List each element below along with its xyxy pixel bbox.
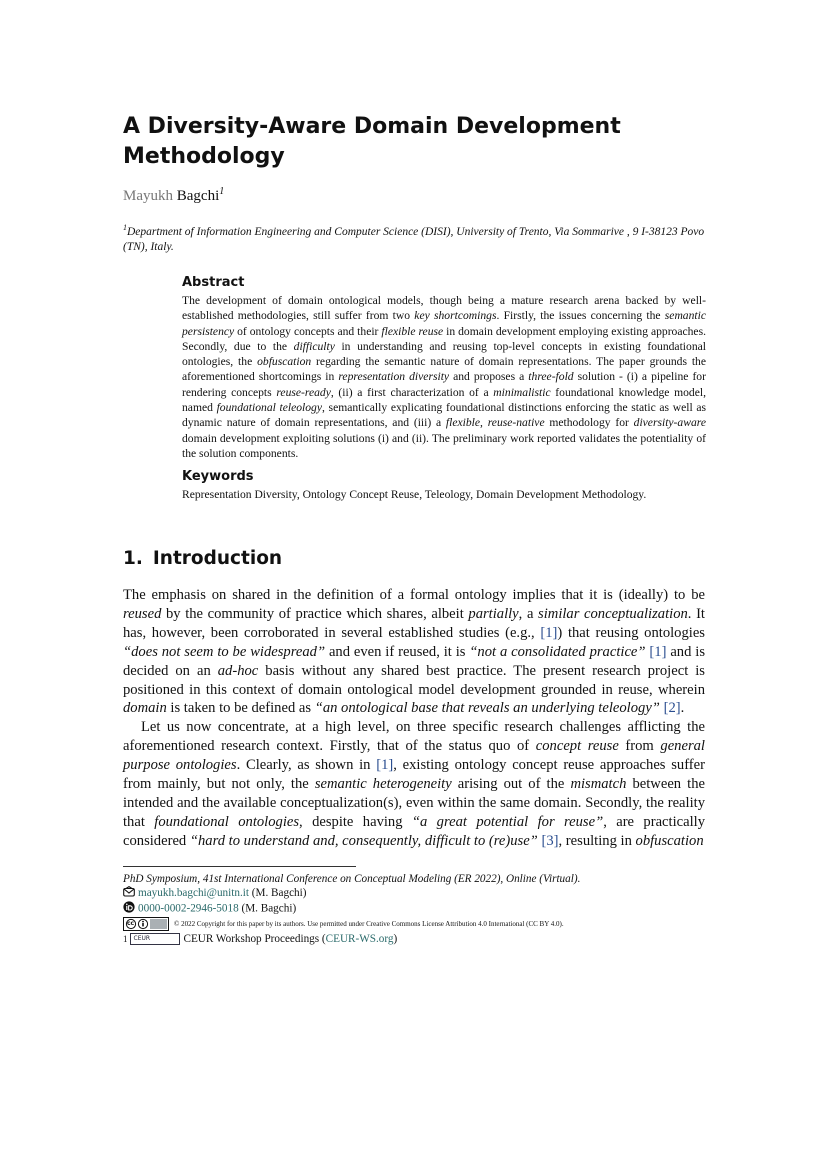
citation-link[interactable]: [1] (376, 757, 394, 774)
author-first-name: Mayukh (123, 188, 173, 204)
affiliation (123, 220, 713, 255)
author-last-name: Bagchi (176, 188, 220, 204)
section-title: Introduction (152, 548, 283, 569)
citation-link[interactable]: [1] (540, 624, 558, 641)
license-text: © 2022 Copyright for this paper by its authors. Use permitted under Creative Commons License Attribution 4.0 International (CC BY 4.0). (174, 920, 564, 928)
footnote-rule (123, 866, 356, 867)
intro-paragraph-1: The emphasis on shared in the definition of a formal ontology implies that it is (ideally) to be reused by the community of practice which shares, albeit partially, a similar conceptualization. It has, however, been corroborated in several established studies (e.g., [1]) that reusing ontologies “does not seem to be widespread” and even if reused, it is “not a consolidated practice” [1] and is decided on an ad-hoc basis without any shared best practice. The present research project is positioned in this context of domain ontological model development grounded in reuse, wherein domain is taken to be defined as “an ontological base that reveals an underlying teleology” [2]. (123, 587, 705, 717)
abstract-heading: Abstract (182, 275, 245, 290)
cc-by-license-icon: cc (123, 917, 169, 931)
footnote-license (123, 917, 564, 931)
keywords-heading: Keywords (182, 469, 254, 484)
paper-title: A Diversity-Aware Domain Development Methodology (123, 114, 621, 169)
ceur-logo-icon: CEUR (130, 933, 180, 945)
citation-link[interactable]: [1] (649, 643, 667, 660)
affiliation-marker: 1 (123, 223, 127, 232)
affiliation-text: Department of Information Engineering and Computer Science (DISI), University of Trento, Via Sommarive , 9 I-38123 Povo (TN), Italy. (123, 225, 705, 253)
author-affil-marker: 1 (219, 186, 225, 197)
intro-paragraph-2: Let us now concentrate, at a high level, on three specific research challenges afflicting the aforementioned research context. Firstly, that of the status quo of concept reuse from general purpose ontologies. Clearly, as shown in [1], existing ontology concept reuse approaches suffer from mainly, but not only, the semantic heterogeneity arising out of the mismatch between the intended and the available conceptualization(s), even within the same domain. Secondly, the reality that foundational ontologies, despite having “a great potential for reuse”, are practically considered “hard to understand and, consequently, difficult to (re)use” [3], resulting in obfuscation (123, 719, 705, 849)
section-number: 1. (123, 548, 143, 569)
footnote-ceur: 1 CEUR CEUR Workshop Proceedings (CEUR-WS.org) (123, 933, 398, 945)
section-heading (123, 548, 282, 569)
email-link[interactable]: mayukh.bagchi@unitn.it (138, 887, 249, 900)
footnote-venue: PhD Symposium, 41st International Conference on Conceptual Modeling (ER 2022), Online (Virtual). (123, 873, 581, 885)
keywords-text: Representation Diversity, Ontology Concept Reuse, Teleology, Domain Development Methodology. (182, 488, 647, 501)
citation-link[interactable]: [2] (663, 700, 681, 717)
author-line (123, 186, 224, 205)
introduction-body (123, 586, 705, 851)
ceur-ws-link[interactable]: CEUR-WS.org (325, 933, 394, 945)
citation-link[interactable]: [3] (541, 832, 559, 849)
footnote-orcid: 0000-0002-2946-5018 (M. Bagchi) (123, 901, 296, 917)
orcid-icon (123, 901, 135, 917)
orcid-link[interactable]: 0000-0002-2946-5018 (138, 902, 239, 915)
abstract-body: The development of domain ontological models, though being a mature research arena backed by well-established methodologies, still suffer from two key shortcomings. Firstly, the issues concerning the semantic persistency of ontology concepts and their flexible reuse in domain development employing existing approaches. Secondly, due to the difficulty in understanding and reusing top-level concepts in existing foundational ontologies, the obfuscation regarding the semantic nature of domain representations. The paper grounds the aforementioned shortcomings in representation diversity and proposes a three-fold solution - (i) a pipeline for rendering concepts reuse-ready, (ii) a first characterization of a minimalistic foundational knowledge model, named foundational teleology, semantically explicating foundational distinctions enforcing the static as well as dynamic nature of domain representations, and (iii) a flexible, reuse-native methodology for diversity-aware domain development exploiting solutions (i) and (ii). The preliminary work reported validates the potentiality of the solution components. (182, 294, 707, 460)
ceur-marker: 1 (123, 934, 128, 944)
envelope-icon (123, 886, 135, 901)
footnote-email: mayukh.bagchi@unitn.it (M. Bagchi) (123, 886, 306, 901)
